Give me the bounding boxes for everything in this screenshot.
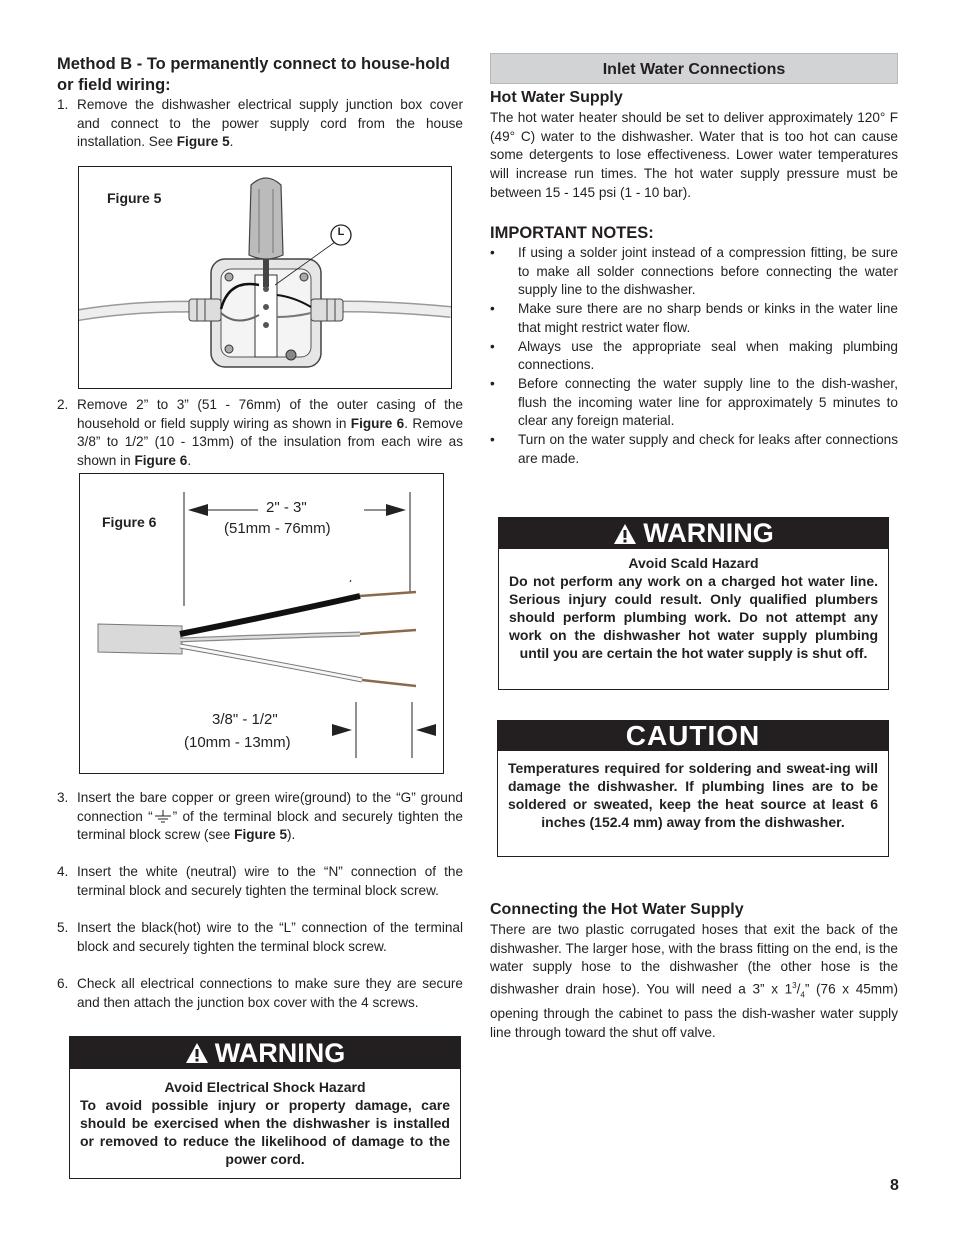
important-notes-list bbox=[490, 244, 898, 468]
paragraph-text: ” (76 x 45mm) opening through the cabinet to pass the dish-washer water supply line through toward the shut off valve. bbox=[490, 981, 898, 1040]
figure-ref: Figure 6 bbox=[134, 453, 188, 469]
figure-5 bbox=[78, 166, 452, 389]
strip-length-mm: (51mm - 76mm) bbox=[224, 520, 331, 537]
note-text: If using a solder joint instead of a compression fitting, be sure to make all solder connections before connecting the water supply line to the dishwasher. bbox=[518, 245, 898, 298]
step-text: Check all electrical connections to make sure they are secure and then attach the junction box cover with the 4 screws. bbox=[77, 976, 463, 1010]
step-text: Remove the dishwasher electrical supply junction box cover and connect to the power supply cord from the house installation. See bbox=[77, 97, 463, 150]
figure-5-label: Figure 5 bbox=[107, 190, 162, 206]
ground-symbol-icon bbox=[153, 811, 173, 823]
step-5 bbox=[57, 919, 463, 956]
figure-ref: Figure 6 bbox=[350, 415, 405, 431]
step-1 bbox=[57, 96, 463, 152]
connecting-hot-water-text: There are two plastic corrugated hoses that exit the back of the dishwasher. The larger hose, with the brass fitting on the end, is the water supply hose to the dishwasher (the other hose is the dishwasher drain hose). You will need a 3” x $1^3/_4$” (76 x 45mm) opening through the cabinet to pass the dish-washer water supply line through toward the shut off valve. bbox=[490, 922, 898, 1040]
step-punct: . bbox=[229, 134, 234, 150]
fraction-denominator: 4 bbox=[800, 990, 805, 1000]
insulation-length-mm: (10mm - 13mm) bbox=[184, 734, 291, 751]
step-text: Insert the black(hot) wire to the “L” connection of the terminal block and securely tighten the terminal block screw. bbox=[77, 920, 463, 954]
step-text: Insert the bare copper or green wire(ground) to the “G” ground connection “ bbox=[77, 790, 463, 824]
warning-title: WARNING bbox=[214, 1037, 346, 1068]
step-number: 2. bbox=[57, 397, 69, 412]
hot-water-supply-text: The hot water heater should be set to deliver approximately 120° F (49° C) water to the dishwasher. Water that is too hot can cause some detergents to lose effectiveness. Lower water temperatures will increase run times. The hot water supply pressure must be between 15 - 145 psi (1 - 10 bar). bbox=[490, 110, 898, 200]
step-6 bbox=[57, 975, 463, 1012]
step-punct: . bbox=[187, 453, 192, 469]
inlet-water-connections-bar: Inlet Water Connections bbox=[490, 53, 898, 84]
terminal-l-marker: L bbox=[337, 226, 345, 238]
caution-header bbox=[498, 721, 888, 751]
paragraph-text: There are two plastic corrugated hoses that exit the back of the dishwasher. The larger hose, with the brass fitting on the end, is the water supply hose to the dishwasher (the other hose is the dishwasher drain hose). You will need a 3” x 1 bbox=[490, 922, 898, 997]
warning-title: WARNING bbox=[643, 518, 774, 548]
caution-body: Temperatures required for soldering and sweat-ing will damage the dishwasher. If plumbing lines are to be soldered or sweated, keep the heat source at least 6 inches (152.4 mm) away from the dishwasher. bbox=[508, 760, 878, 830]
list-item: • If using a solder joint instead of a compression fitting, be sure to make all solder connections before connecting the water supply line to the dishwasher. bbox=[490, 245, 898, 298]
note-text: Turn on the water supply and check for leaks after connections are made. bbox=[518, 432, 898, 466]
caution-box bbox=[497, 720, 889, 857]
list-item: • Turn on the water supply and check for leaks after connections are made. bbox=[490, 432, 898, 466]
step-text: . Remove 3/8” to 1/2” (10 - 13mm) of the insulation from each wire as shown in bbox=[77, 415, 463, 469]
hot-water-supply-heading: Hot Water Supply bbox=[490, 89, 623, 106]
step-punct: ). bbox=[287, 827, 296, 843]
connecting-hot-water-heading: Connecting the Hot Water Supply bbox=[490, 901, 744, 918]
warning-header bbox=[70, 1037, 460, 1069]
step-4 bbox=[57, 863, 463, 900]
warning-subtitle: Avoid Electrical Shock Hazard bbox=[164, 1079, 366, 1095]
warning-triangle-icon bbox=[613, 523, 637, 545]
wire-strip-illustration bbox=[80, 474, 443, 773]
warning-body: To avoid possible injury or property damage, care should be exercised when the dishwasher is installed or removed to reduce the likelihood of damage to the power cord. bbox=[80, 1097, 450, 1167]
step-text: ” of the terminal block and securely tighten the terminal block screw (see bbox=[77, 808, 463, 843]
note-text: Before connecting the water supply line to the dish-washer, flush the incoming water line for approximately 5 minutes to clear any foreign material. bbox=[518, 375, 898, 429]
step-number: 3. bbox=[57, 790, 69, 805]
step-text: Remove 2” to 3” (51 - 76mm) of the outer casing of the household or field supply wiring as shown in bbox=[77, 397, 463, 431]
list-item: • Always use the appropriate seal when making plumbing connections. bbox=[490, 338, 898, 373]
figure-ref: Figure 5 bbox=[234, 827, 288, 843]
step-number: 1. bbox=[57, 97, 69, 112]
electrical-shock-warning bbox=[69, 1036, 461, 1179]
warning-triangle-icon bbox=[185, 1042, 209, 1064]
step-3 bbox=[57, 789, 463, 845]
step-number: 6. bbox=[57, 976, 69, 991]
strip-length-inches: 2" - 3" bbox=[266, 499, 307, 516]
figure-6-label: Figure 6 bbox=[102, 514, 157, 530]
scald-hazard-warning bbox=[498, 517, 889, 690]
list-item: • Make sure there are no sharp bends or kinks in the water line that might restrict water flow. bbox=[490, 301, 898, 335]
warning-subtitle: Avoid Scald Hazard bbox=[628, 555, 759, 571]
step-2 bbox=[57, 396, 463, 471]
figure-6 bbox=[79, 473, 444, 774]
caution-title: CAUTION bbox=[625, 720, 761, 751]
step-text: Insert the white (neutral) wire to the “N” connection of the terminal block and securely tighten the terminal block screw. bbox=[77, 864, 463, 898]
list-item: • Before connecting the water supply line to the dish-washer, flush the incoming water line for approximately 5 minutes to clear any foreign material. bbox=[490, 375, 898, 429]
step-number: 4. bbox=[57, 864, 69, 879]
warning-body: Do not perform any work on a charged hot water line. Serious injury could result. Only qualified plumbers should perform plumbing work. Do not attempt any work on the dishwasher hot water supply plumbing until you are certain the hot water supply is shut off. bbox=[509, 573, 878, 661]
important-notes-heading: IMPORTANT NOTES: bbox=[490, 224, 654, 242]
note-text: Always use the appropriate seal when making plumbing connections. bbox=[518, 338, 898, 373]
method-b-heading: Method B - To permanently connect to house-hold or field wiring: bbox=[57, 55, 450, 94]
figure-ref: Figure 5 bbox=[176, 134, 230, 150]
note-text: Make sure there are no sharp bends or kinks in the water line that might restrict water flow. bbox=[518, 301, 898, 335]
fraction-numerator: 3 bbox=[792, 981, 797, 991]
junction-box-illustration bbox=[79, 167, 451, 388]
insulation-length-inches: 3/8" - 1/2" bbox=[212, 711, 278, 728]
page-number: 8 bbox=[890, 1177, 899, 1194]
warning-header bbox=[499, 518, 888, 549]
step-number: 5. bbox=[57, 920, 69, 935]
